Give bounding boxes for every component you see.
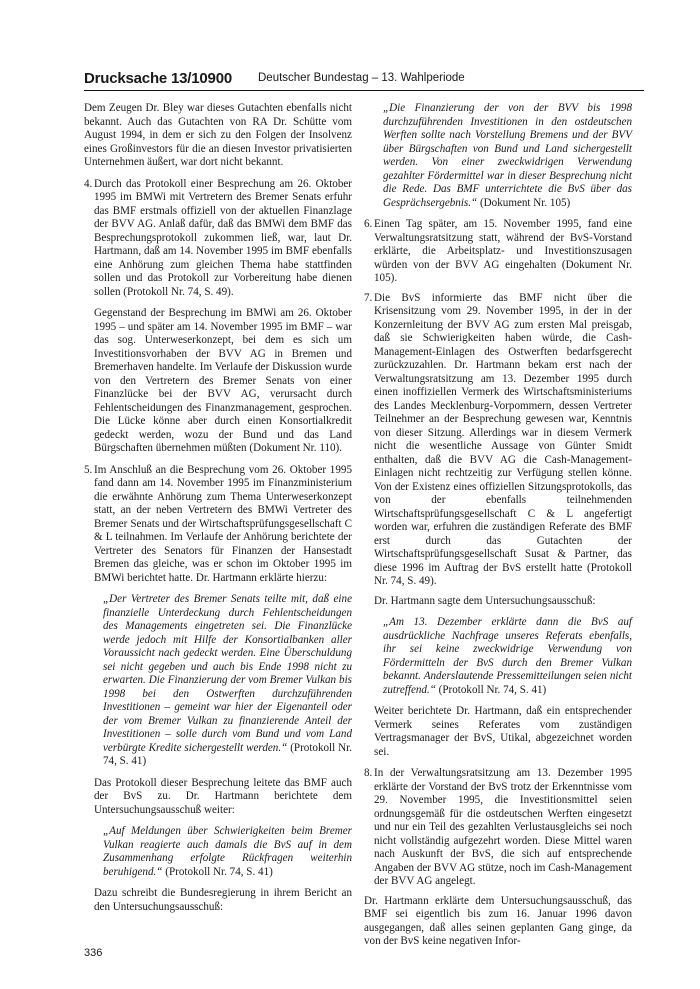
block-quote (84, 593, 352, 769)
page-number: 336 (84, 947, 103, 959)
item-text: Einen Tag später, am 15. November 1995, fand eine Verwaltungsratsitzung statt, während der BvS-Vorstand erklärte, die Arbeitsplatz- und Investitionszusagen würden von der BVV AG eingehalten (Dokument Nr. 105). (374, 218, 632, 284)
item-text: Durch das Protokoll einer Besprechung am 26. Oktober 1995 im BMWi mit Vertretern des Bremer Senats erfuhr das BMF erstmals offiziell von der aktuellen Finanzlage der BVV AG. Anlaß dafür, daß das BMWi dem BMF das Besprechungsprotokoll zukommen ließ, war, laut Dr. Hartmann, daß am 14. November 1995 im BMF ebenfalls eine Anhörung zum gleichen Thema habe stattfinden sollen und das Protokoll zur Vorbereitung habe dienen sollen (Protokoll Nr. 74, S. 49). (94, 177, 352, 298)
list-item-4 (84, 178, 352, 300)
item-text: Im Anschluß an die Besprechung vom 26. Oktober 1995 fand dann am 14. November 1995 im Finanzministerium die erwähnte Anhörung zum Thema Unterweserkonzept statt, an der neben Vertretern des BMWi Vertreter des Bremer Senats und der Wirtschaftsprüfungsgesellschaft C & L teilnahmen. Im Verlaufe der Anhörung berichtete der Vertreter des Senators für Finanzen der Hansestadt Bremen das gleiche, was er schon im Oktober 1995 im BMWi berichtet hatte. Dr. Hartmann erklärte hierzu: (94, 463, 352, 584)
item-text: In der Verwaltungsratsitzung am 13. Dezember 1995 erklärte der Vorstand der BvS trotz der Erkenntnisse vom 29. November 1995, die Investitionsmittel seien ordnungsgemäß für die ostdeutschen Werften eingesetzt und nur ein Teil des gezahlten Verlustausgleichs sei noch nicht vollständig aufgezehrt worden. Diese Mittel waren nach Auskunft der BvS, die sich auf entsprechende Angaben der BVV AG stütze, noch im Cash-Management der BVV AG angelegt. (374, 767, 632, 887)
publication-info: Deutscher Bundestag – 13. Wahlperiode (258, 72, 465, 84)
block-quote (84, 825, 352, 879)
quote-reference: (Protokoll Nr. 74, S. 41) (162, 865, 273, 878)
item-text: Die BvS informierte das BMF nicht über die Krisensitzung vom 29. November 1995, in der in der Konzernleitung der BVV AG zum ersten Mal preisgab, daß sie Schwierigkeiten haben würde, die Cash-Management-Einlagen des Ostwerften bedarfsgerecht zurückzuzahlen. Dr. Hartmann bekam erst nach der Verwaltungsratsitzung am 13. Dezember 1995 durch einen inoffiziellen Vermerk des Wirtschaftsministeriums des Landes Mecklenburg-Vorpommern, dessen Vertreter Teilnehmer an der Besprechung gewesen war, Kenntnis von dieser Sitzung. Allerdings war in diesem Vermerk nicht die wesentliche Aussage von Günter Smidt enthalten, daß die BVV AG die Cash-Management-Einlagen nicht rechtzeitig zur Verfügung stellen könne. Von der Existenz eines offiziellen Sitzungsprotokolls, das von der ebenfalls teilnehmenden Wirtschaftsprüfungsgesellschaft C & L angefertigt worden war, erfuhren die zuständigen Referate des BMF erst durch das Gutachten der Wirtschaftsprüfungsgesellschaft Susat & Partner, das diese 1996 im Auftrag der BvS erstellt hatte (Protokoll Nr. 74, S. 49). (374, 291, 632, 587)
list-item-6 (364, 218, 632, 286)
quote-text: „Auf Meldungen über Schwierigkeiten beim Bremer Vulkan reagierte auch damals die BvS auf in dem Zusammenhang erfolgte Rückfragen weiterhin beruhigend.“ (103, 825, 352, 878)
quote-reference: (Protokoll Nr. 74, S. 41) (435, 683, 547, 696)
item-number: 6. (364, 218, 373, 230)
quote-reference: (Dokument Nr. 105) (477, 196, 571, 209)
block-quote (364, 616, 632, 697)
paragraph: Das Protokoll dieser Besprechung leitete das BMF auch der BvS zu. Dr. Hartmann berichtete dem Untersuchungsausschuß weiter: (94, 776, 352, 816)
quote-reference: (Protokoll Nr. 74, S. 41) (103, 741, 353, 767)
paragraph: Dr. Hartmann erklärte dem Untersuchungsausschuß, das BMF sei eigentlich bis zum 16. Januar 1996 davon ausgegangen, daß alles seinen geplanten Gang ginge, da von der BvS keine negativen Infor- (364, 894, 632, 947)
quote-text: „Der Vertreter des Bremer Senats teilte mit, daß eine finanzielle Unterdeckung durch Fehlentscheidungen des Managements eingetreten sei. Die Finanzlücke werde jedoch mit Hilfe der Konsortialbanken aller Voraussicht nach gedeckt werden. Eine Überschuldung sei nicht gegeben und auch bis Ende 1998 nicht zu erwarten. Die Finanzierung der vom Bremer Vulkan bis 1998 bei den Ostwerften durchzuführenden Investitionen – gemeint war hier der Eigenanteil oder der vom Bremer Vulkan zu finanzierende Anteil der Investitionen – solle durch vom Bund und vom Land verbürgte Kredite sichergestellt werden.“ (103, 593, 352, 754)
page-header (84, 68, 644, 91)
item-number: 5. (84, 463, 93, 476)
list-item-5 (84, 464, 352, 586)
list-item-7 (364, 292, 632, 589)
intro-paragraph: Dem Zeugen Dr. Bley war dieses Gutachten ebenfalls nicht bekannt. Auch das Gutachten von RA Dr. Schütte vom August 1994, in dem er sich zu den Folgen der Insolvenz eines Großinvestors für die an diesen Investor privatisierten Unternehmen äußert, war dort nicht bekannt. (84, 102, 352, 168)
item-number: 4. (84, 177, 93, 190)
right-column (364, 102, 632, 957)
left-column (84, 102, 352, 922)
quote-text: „Die Finanzierung der von der BVV bis 1998 durchzuführenden Investitionen in den ostdeutschen Werften sollte nach Vorstellung Bremens und der BVV über Bürgschaften von Bund und Land sichergestellt werden. Von einer zweckwidrigen Verwendung gezahlter Fördermittel war in dieser Besprechung nicht die Rede. Das BMF unterrichtete die BvS über das Gesprächsergebnis.“ (383, 102, 632, 209)
paragraph: Dr. Hartmann sagte dem Untersuchungsausschuß: (374, 594, 596, 607)
list-item-8 (364, 767, 632, 889)
quote-text: „Am 13. Dezember erklärte dann die BvS auf ausdrückliche Nachfrage unseres Referats ebenfalls, ihr sei keine zweckwidrige Verwendung von Fördermitteln der BvS durch den Bremer Vulkan bekannt. Anderslautende Pressemitteilungen seien nicht zutreffend.“ (383, 616, 632, 696)
document-number: Drucksache 13/10900 (84, 70, 232, 87)
item-number: 7. (364, 291, 373, 304)
block-quote (364, 102, 632, 210)
item-number: 8. (364, 767, 373, 779)
paragraph: Dazu schreibt die Bundesregierung in ihrem Bericht an den Untersuchungsausschuß: (94, 887, 352, 913)
paragraph: Weiter berichtete Dr. Hartmann, daß ein entsprechender Vermerk seines Referates vom zuständigen Vertragsmanager der BvS, Utikal, abgezeichnet worden sei. (374, 705, 632, 758)
item-4-paragraph-2: Gegenstand der Besprechung im BMWi am 26. Oktober 1995 – und später am 14. November 1995 im BMF – war das sog. Unterweserkonzept, bei dem es sich um Investitionsvorhaben der BVV AG in Bremen und Bremerhaven handelte. Im Verlaufe der Diskussion wurde von den Vertretern des Bremer Senats von einer Finanzlücke bei der BVV AG, verursacht durch Fehlentscheidungen des Finanzmanagement, gesprochen. Die Lücke könne aber durch einen Konsortialkredit gedeckt werden, wozu der Bund und das Land Bürgschaften übernehmen müßten (Dokument Nr. 110). (94, 307, 352, 454)
